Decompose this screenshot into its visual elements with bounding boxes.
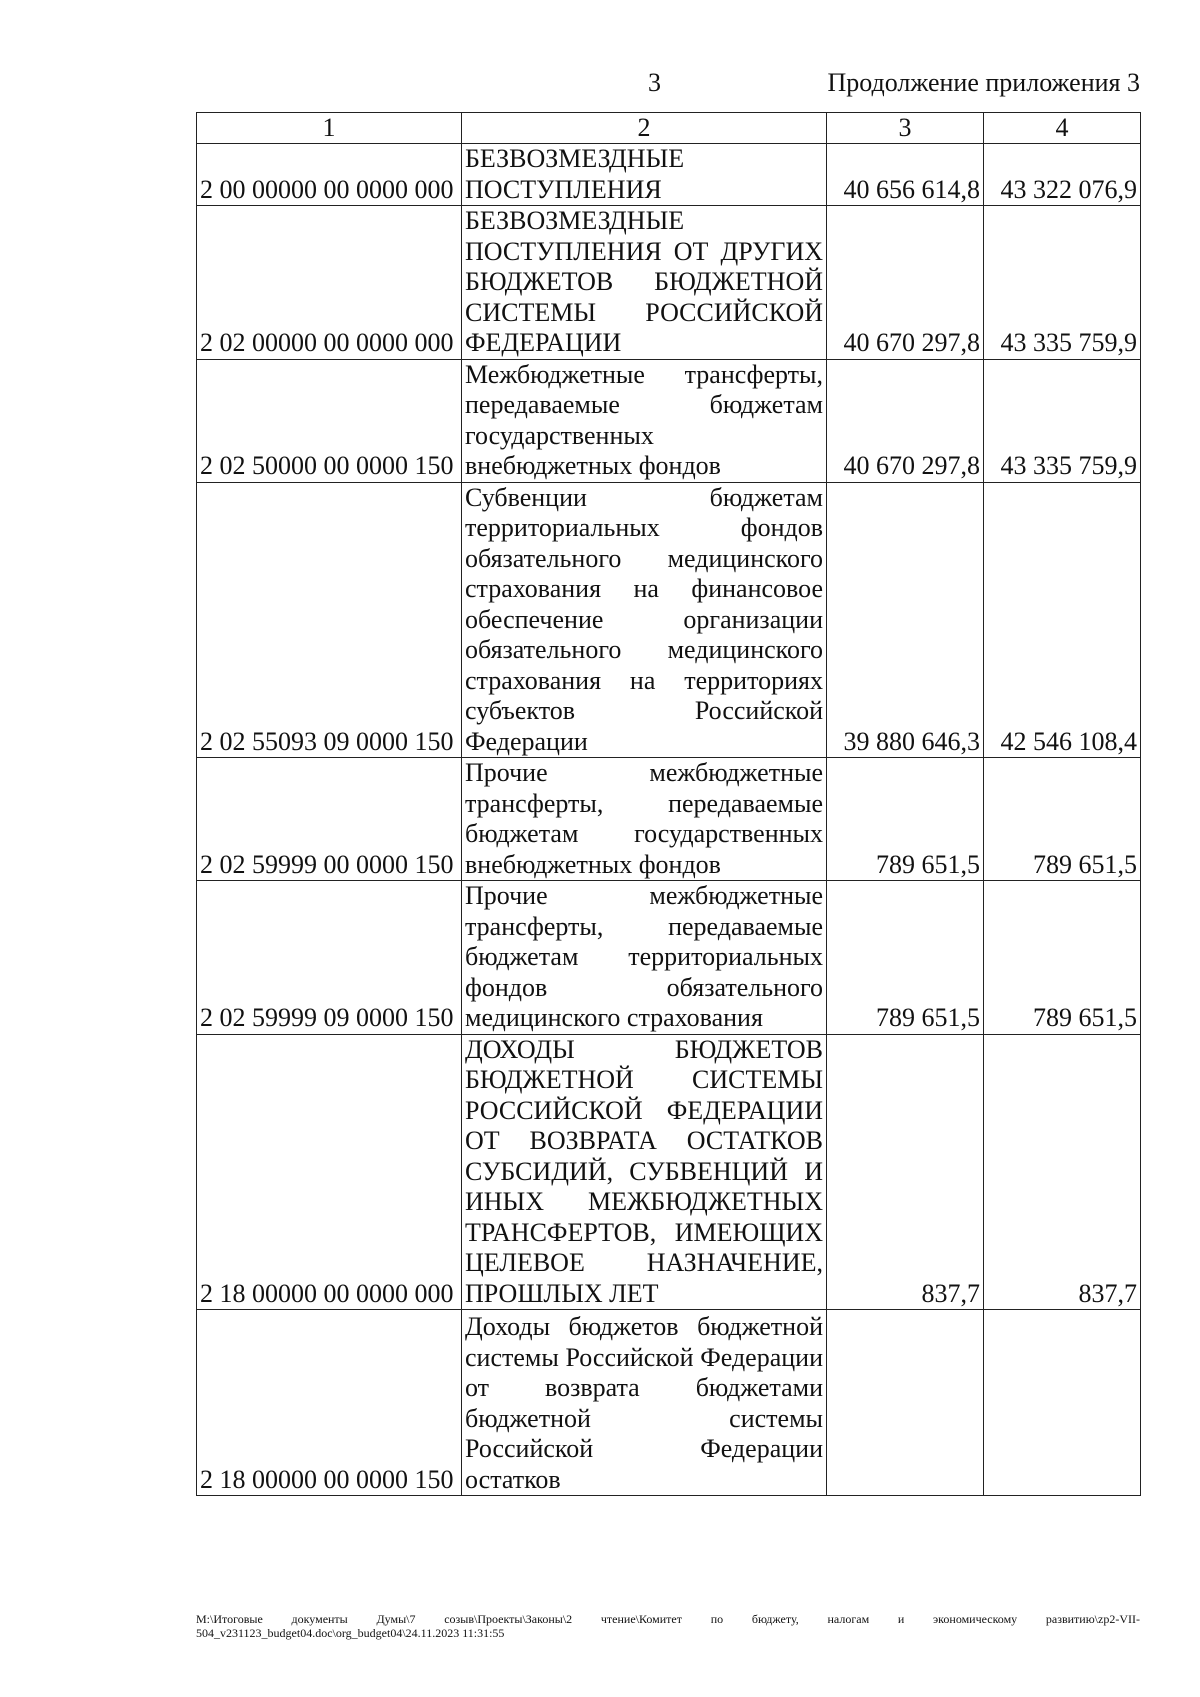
amount-col3: 789 651,5	[827, 758, 984, 881]
amount-col4: 43 335 759,9	[984, 359, 1141, 482]
table-row	[197, 758, 1141, 881]
budget-code: 2 18 00000 00 0000 000	[197, 1034, 462, 1310]
budget-table	[196, 112, 1141, 1496]
budget-code: 2 18 00000 00 0000 150	[197, 1310, 462, 1496]
budget-code: 2 02 50000 00 0000 150	[197, 359, 462, 482]
budget-code: 2 02 00000 00 0000 000	[197, 206, 462, 360]
amount-col3: 39 880 646,3	[827, 482, 984, 758]
income-name: ДОХОДЫ БЮДЖЕТОВ БЮДЖЕТНОЙ СИСТЕМЫ РОССИЙСКОЙ ФЕДЕРАЦИИ ОТ ВОЗВРАТА ОСТАТКОВ СУБСИДИЙ, СУБВЕНЦИЙ И ИНЫХ МЕЖБЮДЖЕТНЫХ ТРАНСФЕРТОВ, ИМЕЮЩИХ ЦЕЛЕВОЕ НАЗНАЧЕНИЕ, ПРОШЛЫХ ЛЕТ	[462, 1034, 827, 1310]
amount-col4: 43 322 076,9	[984, 144, 1141, 206]
income-name: БЕЗВОЗМЕЗДНЫЕ ПОСТУПЛЕНИЯ ОТ ДРУГИХ БЮДЖЕТОВ БЮДЖЕТНОЙ СИСТЕМЫ РОССИЙСКОЙ ФЕДЕРАЦИИ	[462, 206, 827, 360]
amount-col4: 42 546 108,4	[984, 482, 1141, 758]
income-name: Прочие межбюджетные трансферты, передаваемые бюджетам государственных внебюджетных фондов	[462, 758, 827, 881]
budget-code: 2 00 00000 00 0000 000	[197, 144, 462, 206]
table-row	[197, 482, 1141, 758]
income-name: БЕЗВОЗМЕЗДНЫЕ ПОСТУПЛЕНИЯ	[462, 144, 827, 206]
amount-col3: 40 656 614,8	[827, 144, 984, 206]
amount-col4: 789 651,5	[984, 758, 1141, 881]
table-row	[197, 144, 1141, 206]
amount-col4: 789 651,5	[984, 881, 1141, 1035]
column-number-4: 4	[984, 113, 1141, 144]
page-number: 3	[648, 68, 661, 97]
table-row	[197, 359, 1141, 482]
budget-code: 2 02 55093 09 0000 150	[197, 482, 462, 758]
income-name: Субвенции бюджетам территориальных фондов обязательного медицинского страхования на финансовое обеспечение организации обязательного медицинского страхования на территориях субъектов Российской Федерации	[462, 482, 827, 758]
budget-code: 2 02 59999 09 0000 150	[197, 881, 462, 1035]
column-number-3: 3	[827, 113, 984, 144]
table-row	[197, 206, 1141, 360]
column-number-1: 1	[197, 113, 462, 144]
amount-col4: 43 335 759,9	[984, 206, 1141, 360]
file-path-footer: M:\Итоговые документы Думы\7 созыв\Проекты\Законы\2 чтение\Комитет по бюджету, налогам и экономическому развитию\zp2-VII-504_v231123_budget04.doc\org_budget04\24.11.2023 11:31:55	[196, 1612, 1140, 1640]
table-row	[197, 1310, 1141, 1496]
amount-col4	[984, 1310, 1141, 1496]
amount-col3: 40 670 297,8	[827, 206, 984, 360]
column-number-2: 2	[462, 113, 827, 144]
amount-col3: 40 670 297,8	[827, 359, 984, 482]
amount-col3	[827, 1310, 984, 1496]
income-name: Доходы бюджетов бюджетной системы Российской Федерации от возврата бюджетами бюджетной системы Российской Федерации остатков	[462, 1310, 827, 1496]
table-row	[197, 1034, 1141, 1310]
table-row	[197, 881, 1141, 1035]
budget-code: 2 02 59999 00 0000 150	[197, 758, 462, 881]
income-name: Прочие межбюджетные трансферты, передаваемые бюджетам территориальных фондов обязательного медицинского страхования	[462, 881, 827, 1035]
amount-col3: 837,7	[827, 1034, 984, 1310]
amount-col3: 789 651,5	[827, 881, 984, 1035]
continuation-heading: Продолжение приложения 3	[827, 68, 1140, 97]
column-number-row	[197, 113, 1141, 144]
amount-col4: 837,7	[984, 1034, 1141, 1310]
income-name: Межбюджетные трансферты, передаваемые бюджетам государственных внебюджетных фондов	[462, 359, 827, 482]
